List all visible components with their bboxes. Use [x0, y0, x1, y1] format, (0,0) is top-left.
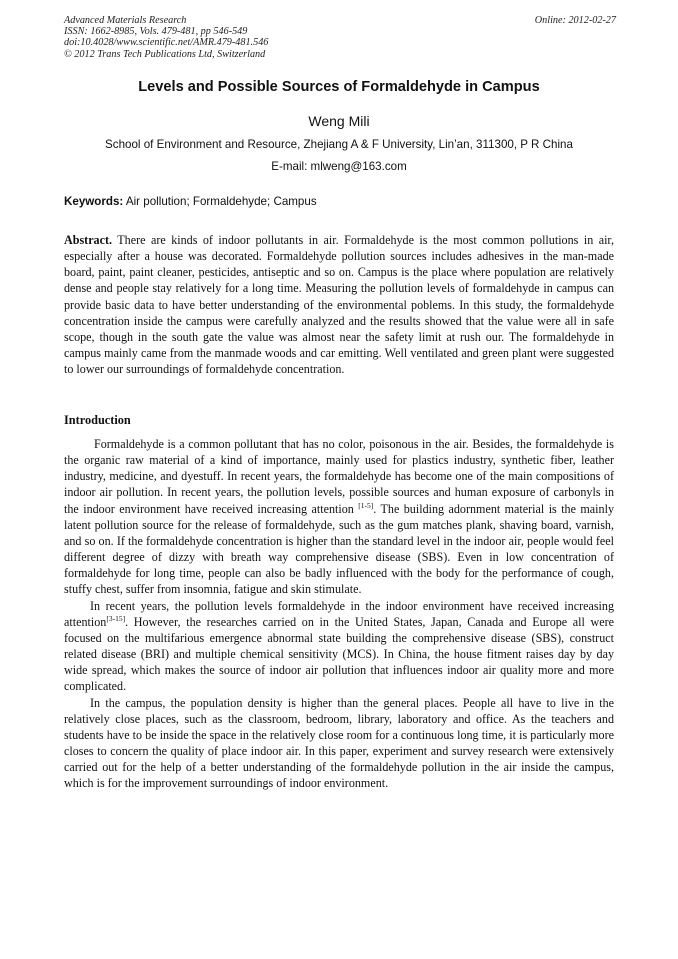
introduction-heading: Introduction	[64, 413, 131, 427]
intro-p2-part-b: . However, the researches carried on in the United States, Japan, Canada and Europe all were focused on the multifarious emergence abnormal state building the comprehensive disease (SBS), construct related disease (BRI) and multiple chemical sensitivity (MCS). In China, the house fitment raises day by day wide spread, which makes the source of indoor air pollution that influences indoor air quality more and more complicated.	[64, 614, 614, 694]
copyright-line: © 2012 Trans Tech Publications Ltd, Switzerland	[64, 48, 266, 60]
author-email: E-mail: mlweng@163.com	[271, 160, 407, 173]
author-affiliation: School of Environment and Resource, Zhejiang A & F University, Lin’an, 311300, P R China	[105, 138, 573, 151]
keywords-text: Air pollution; Formaldehyde; Campus	[125, 195, 317, 208]
journal-header	[64, 15, 268, 60]
citation-1-5: [1-5]	[358, 500, 374, 510]
intro-paragraph-2	[64, 598, 614, 695]
intro-p1-part-a: Formaldehyde is a common pollutant that has no color, poisonous in the air. Besides, the formaldehyde is the organic raw material of a kind of importance, mainly used for plastics industry, synthetic fiber, leather industry, medicine, and dyestuff. In recent years, the formaldehyde has become one of the main compositions of indoor air pollution. In recent years, the pollution levels, possible sources and human exposure of carbonyls in the indoor environment have received increasing attention	[64, 437, 614, 516]
journal-name: Advanced Materials Research	[64, 15, 187, 26]
online-date: Online: 2012-02-27	[534, 15, 616, 26]
keywords-line	[64, 195, 616, 208]
abstract-label: Abstract.	[64, 233, 113, 247]
citation-3-15: [3-15]	[106, 613, 126, 623]
intro-p2-part-a: In recent years, the pollution levels formaldehyde in the indoor environment have received increasing attention	[64, 598, 614, 629]
abstract-text: There are kinds of indoor pollutants in air. Formaldehyde is the most common pollutions in air, especially after a house was decorated. Formaldehyde pollution sources includes adhesives in the man-made board, paint, paint cleaner, pesticides, antiseptic and so on. Campus is the place where population are relatively dense and people stay relatively for a long time. Measuring the pollution levels of formaldehyde in campus can provide basic data to have better understanding of the environmental poblems. In this study, the formaldehyde concentration inside the campus were carefully analyzed and the results showed that the value were all in safe scope, though in the south gate the value was almost near the safety limit at rush our. The formaldehyde in campus mainly came from the manmade woods and car emitting. Well ventilated and green plant were suggested to lower our surroundings of formaldehyde concentration.	[64, 233, 615, 377]
issn-line: ISSN: 1662-8985, Vols. 479-481, pp 546-549	[64, 26, 248, 38]
abstract-section	[64, 232, 614, 377]
introduction-section	[64, 436, 614, 791]
paper-title: Levels and Possible Sources of Formaldehyde in Campus	[138, 79, 540, 95]
intro-paragraph-1	[64, 436, 614, 598]
keywords-label: Keywords:	[64, 195, 124, 208]
author-name: Weng Mili	[308, 113, 370, 129]
intro-paragraph-3: In the campus, the population density is higher than the general places. People all have to live in the relatively close places, such as the classroom, bedroom, library, laboratory and office. As the teachers and students have to be inside the space in the relatively close room for a continuous long time, it is particularly more closes to concern the quality of place indoor air. In this paper, experiment and survey research were extensively carried out for the help of a better understanding of the formaldehyde pollution in the air inside the campus, which is for the improvement surroundings of indoor environment.	[64, 695, 614, 791]
intro-p1-part-b: . The building adornment material is the mainly latent pollution source for the release of formaldehyde, such as the gum matches plank, shaving board, varnish, and so on. If the formaldehyde concentration is higher than the standard level in the indoor air, people would feel different degree of dizzy with breath way comprehensive disease (SBS). Even in low concentration of formaldehyde for long time, people can also be badly influenced with the body for the performance of cough, stuffy chest, suffer from insomnia, fatigue and skin stimulate.	[64, 501, 614, 597]
doi-line: doi:10.4028/www.scientific.net/AMR.479-481.546	[64, 37, 269, 49]
